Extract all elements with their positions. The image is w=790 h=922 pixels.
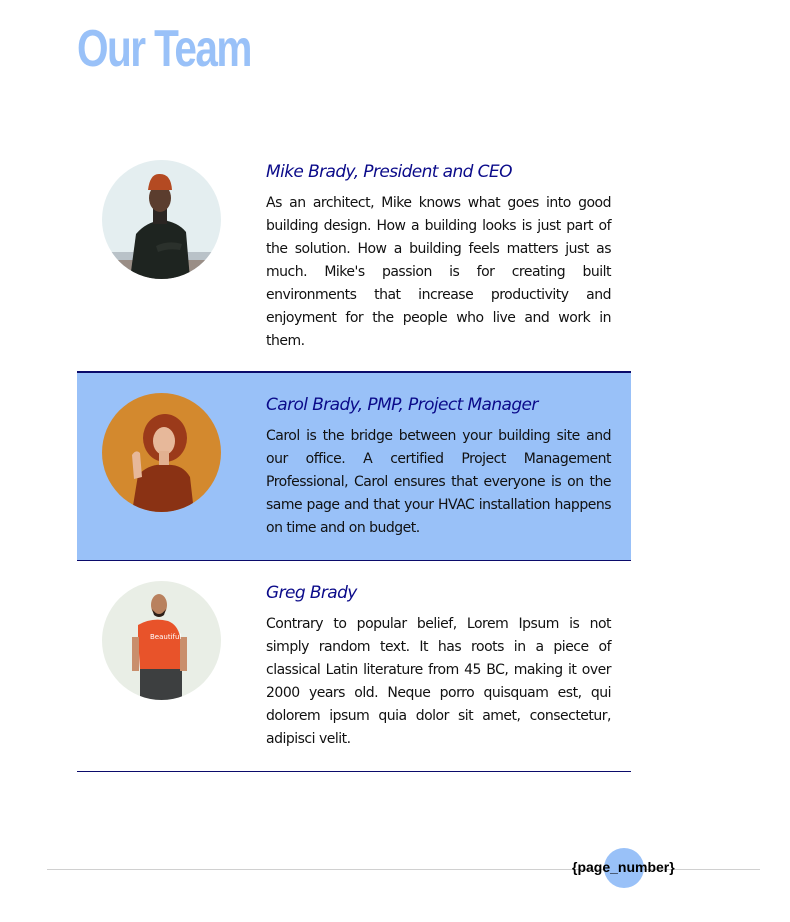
avatar-photo bbox=[102, 393, 221, 512]
member-bio: As an architect, Mike knows what goes into good building design. How a building looks is just part of the solution. How a building feels matters just as much. Mike's passion is for creating built environments that increase productivity and enjoyment for the people who live and work in them. bbox=[266, 195, 611, 349]
team-member-mike bbox=[77, 140, 631, 372]
member-name: Greg Brady bbox=[266, 583, 357, 603]
page-title: Our Team bbox=[77, 20, 251, 78]
page-number: {page_number} bbox=[572, 859, 675, 875]
avatar-photo bbox=[102, 160, 221, 279]
team-member-carol bbox=[77, 372, 631, 561]
team-member-greg bbox=[77, 561, 631, 772]
member-bio: Contrary to popular belief, Lorem Ipsum is not simply random text. It has roots in a piece of classical Latin literature from 45 BC, making it over 2000 years old. Neque porro quisquam est, qui dolorem ipsum quia dolor sit amet, consectetur, adipisci velit. bbox=[266, 616, 611, 747]
member-bio: Carol is the bridge between your building site and our office. A certified Project Management Professional, Carol ensures that everyone is on the same page and that your HVAC installation happens on time and on budget. bbox=[266, 428, 611, 536]
avatar-photo bbox=[102, 581, 221, 700]
svg-text:Beautiful: Beautiful bbox=[150, 633, 182, 641]
member-name: Carol Brady, PMP, Project Manager bbox=[266, 395, 538, 415]
team-list bbox=[77, 140, 631, 772]
member-name: Mike Brady, President and CEO bbox=[266, 162, 512, 182]
